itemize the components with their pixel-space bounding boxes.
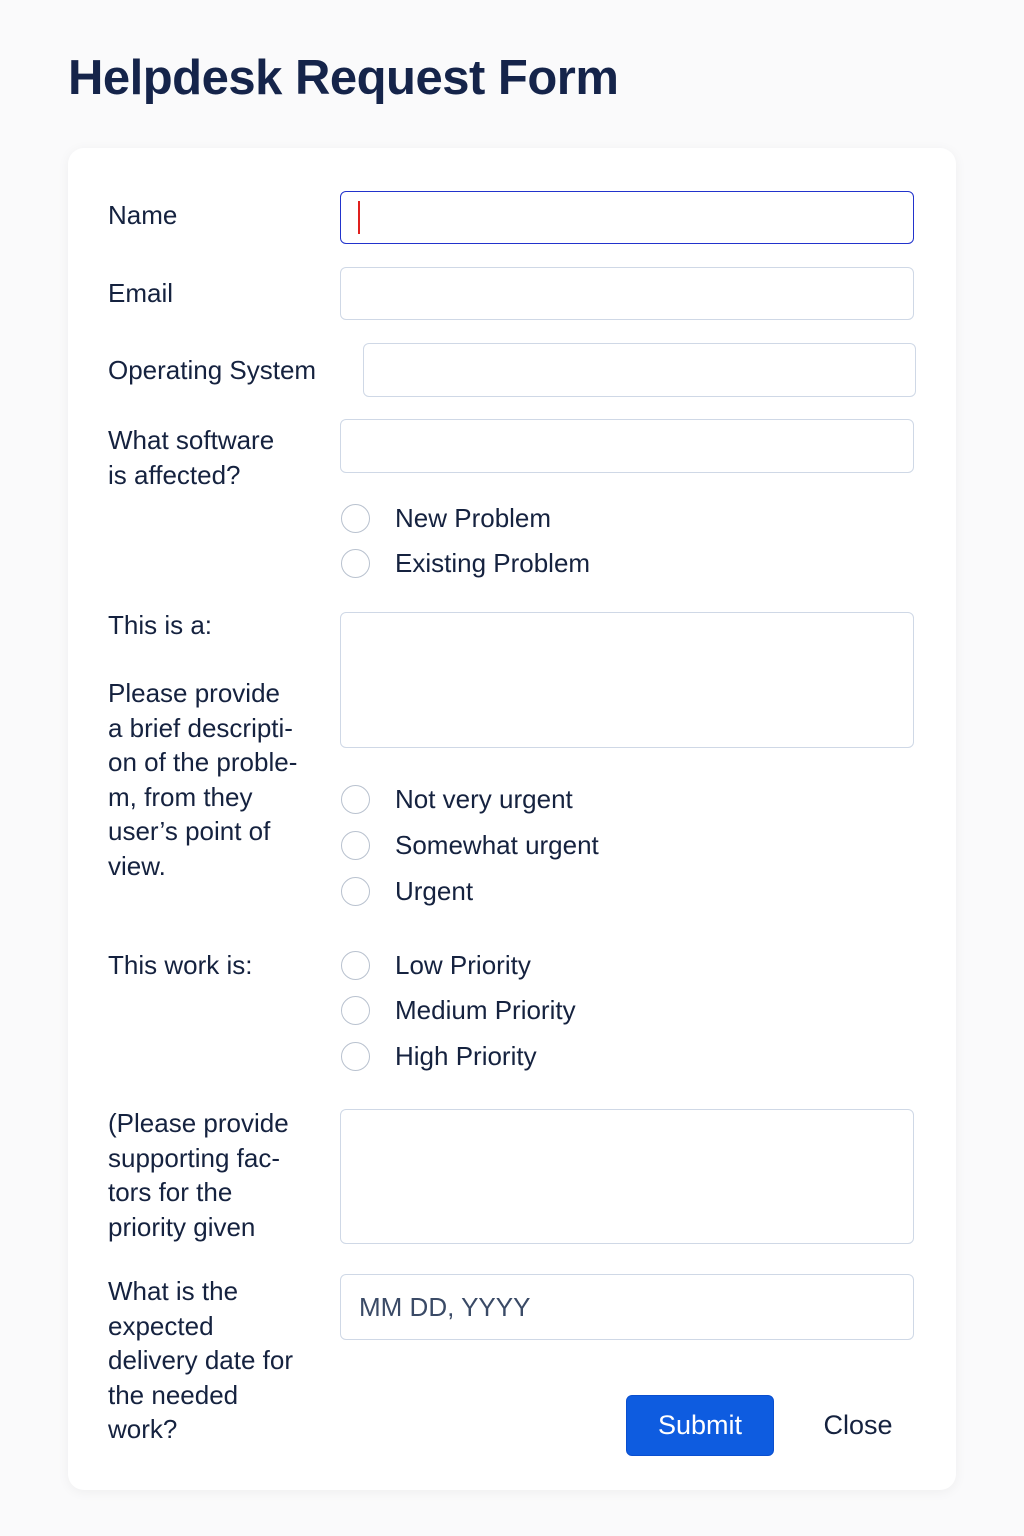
software-label: What software is affected? xyxy=(108,425,275,490)
description-textarea[interactable] xyxy=(340,612,914,748)
os-label: Operating System xyxy=(108,355,317,385)
radio-somewhat-urgent[interactable]: Somewhat urgent xyxy=(341,828,599,862)
software-input[interactable] xyxy=(340,419,914,473)
radio-not-very-urgent[interactable]: Not very urgent xyxy=(341,782,573,816)
radio-low-priority[interactable]: Low Priority xyxy=(341,948,531,982)
name-label: Name xyxy=(108,200,178,230)
radio-existing-problem[interactable]: Existing Problem xyxy=(341,546,590,580)
delivery-date-input[interactable] xyxy=(340,1274,914,1340)
email-label: Email xyxy=(108,278,174,308)
supporting-textarea[interactable] xyxy=(340,1109,914,1244)
priority-label: This work is: xyxy=(108,950,253,980)
description-label: Please provide a brief descripti- on of the proble- m, from they user’s point of view. xyxy=(108,678,298,881)
problem-type-label: This is a: xyxy=(108,610,213,640)
radio-new-problem[interactable]: New Problem xyxy=(341,501,551,535)
radio-circle-icon[interactable] xyxy=(341,1042,370,1071)
radio-circle-icon[interactable] xyxy=(341,831,370,860)
page-title: Helpdesk Request Form xyxy=(68,51,619,105)
radio-high-priority[interactable]: High Priority xyxy=(341,1039,537,1073)
radio-circle-icon[interactable] xyxy=(341,877,370,906)
radio-medium-priority[interactable]: Medium Priority xyxy=(341,993,576,1027)
submit-button[interactable]: Submit xyxy=(626,1395,774,1456)
os-input[interactable] xyxy=(363,343,916,397)
radio-circle-icon[interactable] xyxy=(341,951,370,980)
radio-circle-icon[interactable] xyxy=(341,785,370,814)
radio-urgent[interactable]: Urgent xyxy=(341,874,473,908)
close-button[interactable]: Close xyxy=(800,1395,916,1456)
email-input[interactable] xyxy=(340,267,914,320)
radio-circle-icon[interactable] xyxy=(341,549,370,578)
supporting-label: (Please provide supporting fac- tors for the priority given xyxy=(108,1108,289,1242)
radio-circle-icon[interactable] xyxy=(341,504,370,533)
radio-circle-icon[interactable] xyxy=(341,996,370,1025)
text-caret xyxy=(358,201,360,234)
name-input[interactable] xyxy=(340,191,914,244)
delivery-label: What is the expected delivery date for the needed work? xyxy=(108,1276,293,1444)
